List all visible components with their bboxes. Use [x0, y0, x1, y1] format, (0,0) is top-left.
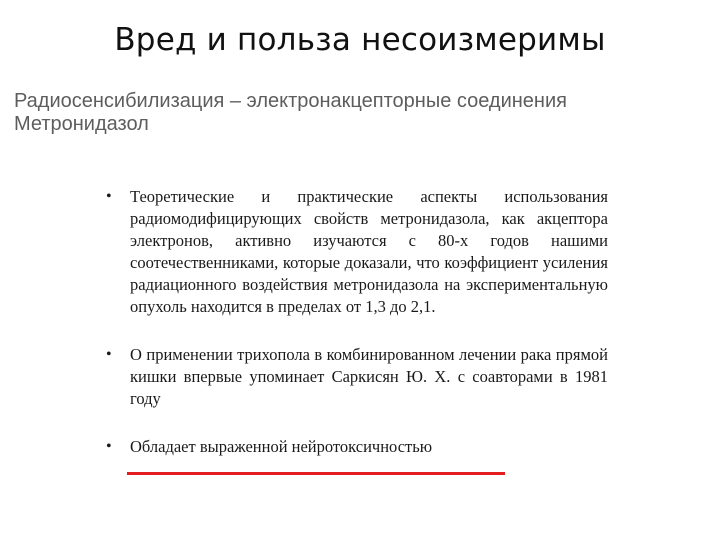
bullet-text: Обладает выраженной нейротоксичностью [130, 437, 433, 456]
bullet-dot-icon: • [106, 188, 112, 205]
bullet-text: О применении трихопола в комбинированном лечении рака прямой кишки впервые упоминает Саркисян Ю. Х. с соавторами в 1981 году [130, 345, 608, 408]
bullet-text: Теоретические и практические аспекты использования радиомодифицирующих свойств метронидазола, как акцептора электронов, активно изучаются с 80-х годов нашими соотечественниками, которые доказали, что коэффициент усиления радиационного воздействия метронидазола на экспериментальную опухоль находится в пределах от 1,3 до 2,1. [130, 187, 608, 316]
slide-title: Вред и польза несоизмеримы [114, 22, 606, 58]
bullet-item [100, 344, 608, 410]
subtitle-line-1: Радиосенсибилизация – электронакцепторные соединения [14, 90, 567, 112]
bullet-dot-icon: • [106, 346, 112, 363]
bullet-item [100, 186, 608, 318]
red-underline [127, 472, 505, 475]
bullet-list [100, 186, 608, 458]
slide-subtitle [14, 90, 567, 136]
bullet-item [100, 436, 608, 458]
bullet-dot-icon: • [106, 438, 112, 455]
subtitle-line-2: Метронидазол [14, 113, 149, 135]
